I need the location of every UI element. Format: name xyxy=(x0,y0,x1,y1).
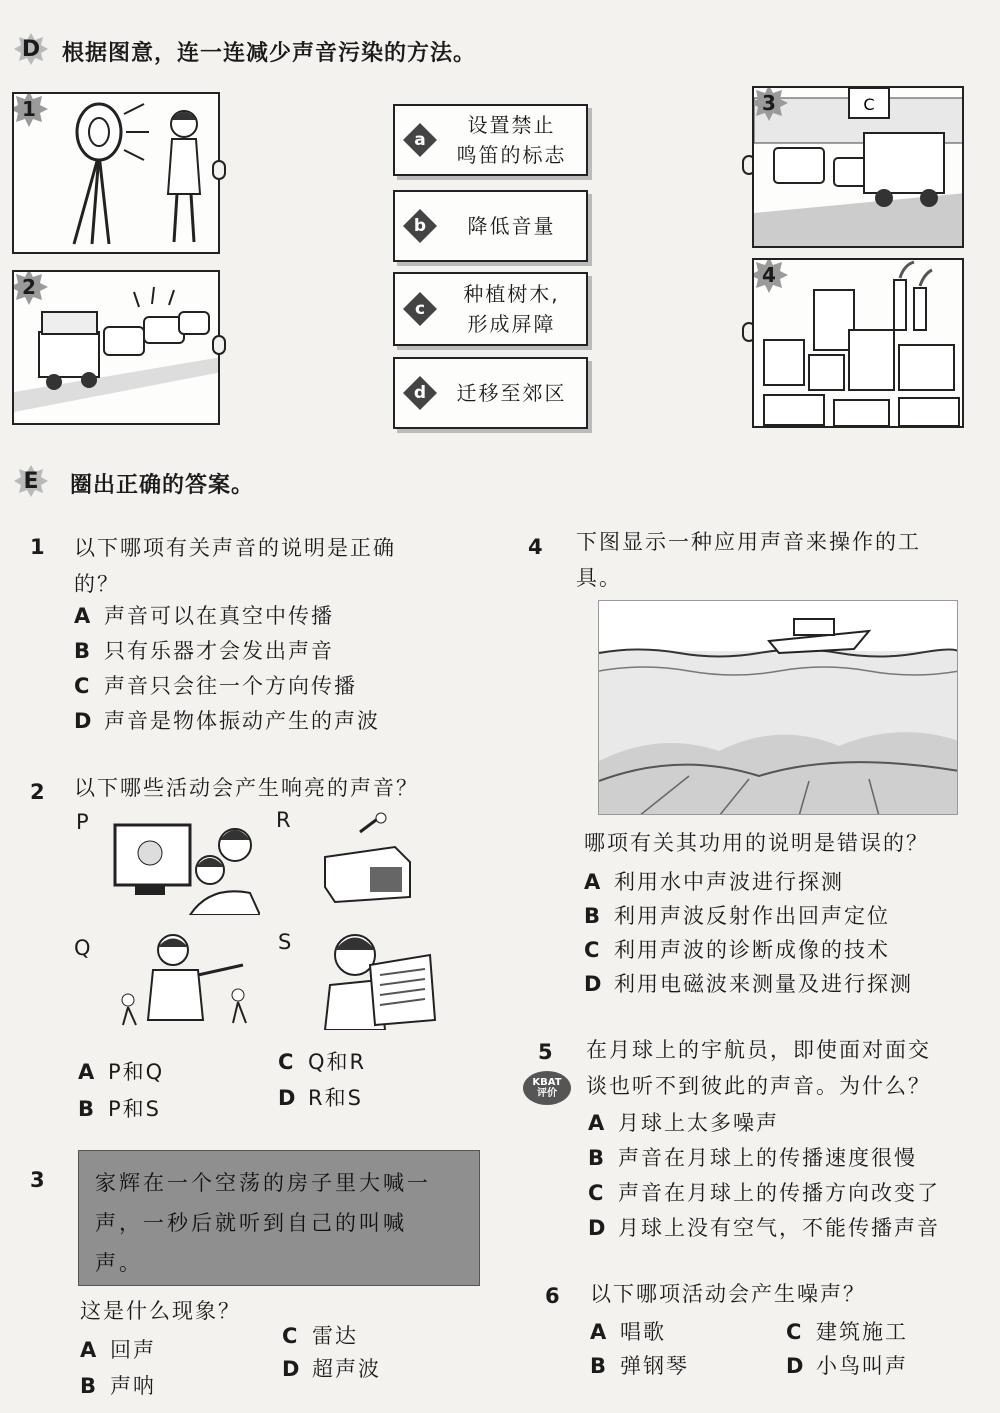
q5-choice-a[interactable]: A 月球上太多噪声 xyxy=(588,1111,779,1135)
q6-choice-c[interactable]: C 建筑施工 xyxy=(786,1320,908,1344)
picture-number-badge: 4 xyxy=(752,258,788,294)
question-2-text: 以下哪些活动会产生响亮的声音？ xyxy=(74,776,419,800)
question-3-text: 这是什么现象？ xyxy=(80,1299,241,1323)
sonar-boat-image xyxy=(598,600,958,815)
picture-number-badge: 3 xyxy=(752,86,788,122)
reading-newspaper-icon xyxy=(310,925,440,1030)
q3-choice-c[interactable]: C 雷达 xyxy=(282,1324,358,1348)
q5-choice-d[interactable]: D 月球上没有空气，不能传播声音 xyxy=(588,1216,940,1240)
picture-number-badge: 2 xyxy=(12,270,48,306)
q6-choice-d[interactable]: D 小鸟叫声 xyxy=(786,1354,908,1378)
picture-4-city-industry xyxy=(752,258,964,428)
question-6-number: 6 xyxy=(545,1284,560,1308)
section-d-badge: D xyxy=(14,32,48,66)
q2-choice-b[interactable]: B P和S xyxy=(78,1097,161,1121)
tv-family-icon xyxy=(110,815,260,915)
sonar-ship-icon xyxy=(599,601,958,815)
q1-choice-b[interactable]: B 只有乐器才会发出声音 xyxy=(74,639,334,663)
q2-choice-d[interactable]: D R和S xyxy=(278,1086,363,1110)
referee-whistle-icon xyxy=(108,925,268,1035)
picture-s-label: S xyxy=(278,930,292,954)
diamond-icon: d xyxy=(403,376,437,410)
q5-choice-b[interactable]: B 声音在月球上的传播速度很慢 xyxy=(588,1146,917,1170)
q3-choice-d[interactable]: D 超声波 xyxy=(282,1357,381,1381)
picture-r-label: R xyxy=(276,808,291,832)
diamond-icon: b xyxy=(403,209,437,243)
diamond-icon: a xyxy=(403,123,437,157)
question-2-number: 2 xyxy=(30,780,45,804)
question-1-text: 以下哪项有关声音的说明是正确 的？ xyxy=(74,536,396,596)
question-5-text: 在月球上的宇航员，即使面对面交 谈也听不到彼此的声音。为什么？ xyxy=(586,1038,931,1098)
option-c-card[interactable] xyxy=(393,272,588,346)
q5-choice-c[interactable]: C 声音在月球上的传播方向改变了 xyxy=(588,1181,940,1205)
q4-choice-c[interactable]: C 利用声波的诊断成像的技术 xyxy=(584,938,890,962)
connector-notch xyxy=(212,160,226,180)
q4-choice-d[interactable]: D 利用电磁波来测量及进行探测 xyxy=(584,972,913,996)
q1-choice-a[interactable]: A 声音可以在真空中传播 xyxy=(74,604,334,628)
option-b-card[interactable] xyxy=(393,190,588,262)
question-5-number: 5 xyxy=(538,1040,553,1064)
question-6-text: 以下哪项活动会产生噪声？ xyxy=(590,1282,866,1306)
q2-choice-a[interactable]: A P和Q xyxy=(78,1060,165,1084)
picture-2-traffic-jam xyxy=(12,270,220,425)
q6-choice-b[interactable]: B 弹钢琴 xyxy=(590,1354,689,1378)
matchbox-icon xyxy=(315,812,425,912)
section-e-badge: E xyxy=(14,464,48,498)
kbat-badge: KBAT 评价 xyxy=(522,1070,572,1106)
svg-text:C: C xyxy=(863,95,875,114)
question-4-number: 4 xyxy=(528,535,543,559)
q6-choice-a[interactable]: A 唱歌 xyxy=(590,1320,666,1344)
picture-1-loudspeaker xyxy=(12,92,220,254)
question-1-number: 1 xyxy=(30,535,45,559)
section-e-title: 圈出正确的答案。 xyxy=(70,473,255,498)
q4-choice-a[interactable]: A 利用水中声波进行探测 xyxy=(584,870,844,894)
picture-q-label: Q xyxy=(74,936,91,960)
q1-choice-c[interactable]: C 声音只会往一个方向传播 xyxy=(74,674,357,698)
question-3-scenario-box: 家辉在一个空荡的房子里大喊一 声，一秒后就听到自己的叫喊 声。 xyxy=(78,1150,480,1286)
connector-notch xyxy=(212,335,226,355)
picture-3-road-traffic xyxy=(752,86,964,248)
section-d-title: 根据图意，连一连减少声音污染的方法。 xyxy=(62,41,477,66)
question-4-subtext: 哪项有关其功用的说明是错误的？ xyxy=(584,831,929,855)
picture-p-label: P xyxy=(76,810,89,834)
q4-choice-b[interactable]: B 利用声波反射作出回声定位 xyxy=(584,904,890,928)
q1-choice-d[interactable]: D 声音是物体振动产生的声波 xyxy=(74,709,380,733)
question-4-text: 下图显示一种应用声音来操作的工 具。 xyxy=(576,530,921,590)
option-a-card[interactable] xyxy=(393,104,588,176)
q2-choice-c[interactable]: C Q和R xyxy=(278,1050,367,1074)
option-a-text: 设置禁止 鸣笛的标志 xyxy=(456,113,567,167)
option-b-text: 降低音量 xyxy=(467,214,556,238)
q3-choice-a[interactable]: A 回声 xyxy=(80,1338,156,1362)
diamond-icon: c xyxy=(403,292,437,326)
question-3-number: 3 xyxy=(30,1168,45,1192)
q3-choice-b[interactable]: B 声呐 xyxy=(80,1374,156,1398)
option-c-text: 种植树木, 形成屏障 xyxy=(463,282,560,336)
option-d-text: 迁移至郊区 xyxy=(456,381,567,405)
picture-number-badge: 1 xyxy=(12,92,48,128)
option-d-card[interactable] xyxy=(393,357,588,429)
